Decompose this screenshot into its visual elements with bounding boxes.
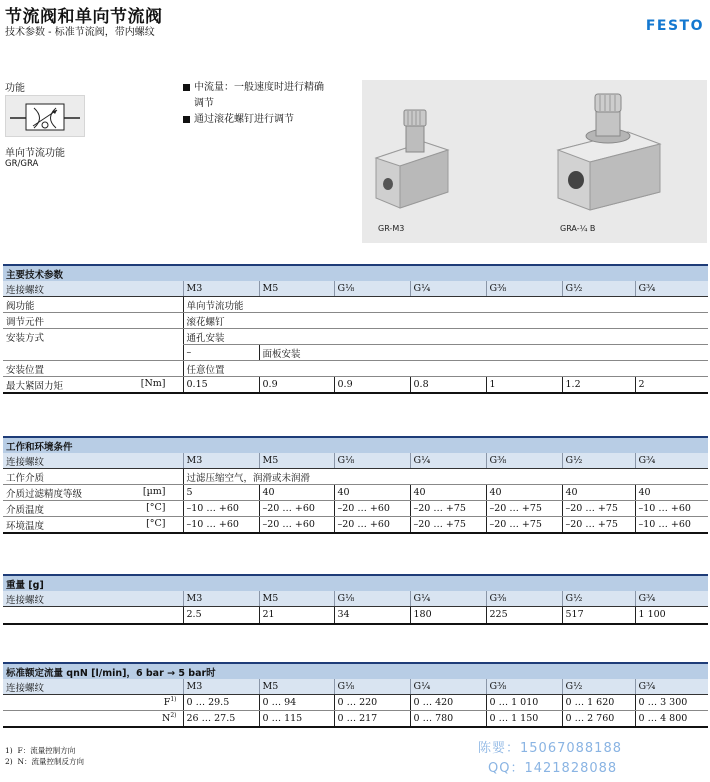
- table-row: 介质过滤精度等级 [µm] 5 40 40 40 40 40 40: [3, 485, 708, 501]
- feature-item: 中流量：一般速度时进行精确: [183, 80, 324, 96]
- bullet-square-icon: [183, 116, 190, 123]
- table-nominal-flow: [3, 662, 708, 728]
- table-row: 阀功能 单向节流功能: [3, 297, 708, 313]
- watermark-phone: 陈婴：15067088188: [478, 741, 622, 756]
- table-row: 安装位置 任意位置: [3, 361, 708, 377]
- table-row: 2.5 21 34 180 225 517 1 100: [3, 607, 708, 624]
- one-way-flow-control-symbol-icon: [6, 96, 84, 136]
- footnote: 2) N：流量控制反方向: [5, 757, 85, 766]
- photo-caption-right: GRA-¼ B: [560, 224, 596, 233]
- footnote: 1) F：流量控制方向: [5, 746, 76, 755]
- section-title: 重量 [g]: [3, 575, 708, 591]
- table-row: – 面板安装: [3, 345, 708, 361]
- table-row: 调节元件 滚花螺钉: [3, 313, 708, 329]
- table-header-row: 连接螺纹 M3 M5 G⅛ G¼ G⅜ G½ G¾: [3, 679, 708, 695]
- function-model: GR/GRA: [5, 159, 39, 169]
- table-row: $N^{2)}$ 26 … 27.5 0 … 115 0 … 217 0 … 780 0 … 1 150 0 … 2 760 0 … 4 800: [3, 711, 708, 728]
- watermark-qq: QQ：1421828088: [488, 761, 618, 776]
- function-symbol-box: [5, 95, 85, 137]
- section-title: 标准额定流量 qnN [l/min]，6 bar → 5 bar时: [3, 663, 708, 679]
- page-title: 节流阀和单向节流阀: [5, 7, 163, 27]
- table-header-row: 连接螺纹 M3 M5 G⅛ G¼ G⅜ G½ G¾: [3, 591, 708, 607]
- section-title: 主要技术参数: [3, 265, 708, 281]
- bullet-square-icon: [183, 84, 190, 91]
- function-caption: 单向节流功能: [5, 148, 65, 159]
- feature-item-continuation: 调节: [194, 98, 214, 109]
- table-header-row: 连接螺纹 M3 M5 G⅛ G¼ G⅜ G½ G¾: [3, 281, 708, 297]
- feature-item: 通过滚花螺钉进行调节: [183, 112, 324, 128]
- product-photo: [362, 80, 707, 243]
- footnotes: [5, 745, 84, 767]
- table-row: 介质温度 [°C] –10 … +60 –20 … +60 –20 … +60 –20 … +75 –20 … +75 –20 … +75 –10 … +60: [3, 501, 708, 517]
- photo-caption-left: GR-M3: [378, 224, 405, 233]
- festo-logo: FESTO: [645, 18, 704, 34]
- table-row: 最大紧固力矩 [Nm] 0.15 0.9 0.9 0.8 1 1.2 2: [3, 377, 708, 394]
- table-operating-conditions: [3, 436, 708, 534]
- table-row: 安装方式 通孔安装: [3, 329, 708, 345]
- function-label: 功能: [5, 83, 25, 94]
- table-row: 工作介质 过滤压缩空气，润滑或未润滑: [3, 469, 708, 485]
- table-row: 环境温度 [°C] –10 … +60 –20 … +60 –20 … +60 –20 … +75 –20 … +75 –20 … +75 –10 … +60: [3, 517, 708, 534]
- table-header-row: 连接螺纹 M3 M5 G⅛ G¼ G⅜ G½ G¾: [3, 453, 708, 469]
- valve-photo-icon: [362, 80, 707, 243]
- table-main-specs: [3, 264, 708, 394]
- table-row: $F^{1)}$ 0 … 29.5 0 … 94 0 … 220 0 … 420 0 … 1 010 0 … 1 620 0 … 3 300: [3, 695, 708, 711]
- feature-list: [183, 80, 324, 128]
- table-weight: [3, 574, 708, 625]
- section-title: 工作和环境条件: [3, 437, 708, 453]
- page-subtitle: 技术参数 - 标准节流阀，带内螺纹: [5, 27, 155, 38]
